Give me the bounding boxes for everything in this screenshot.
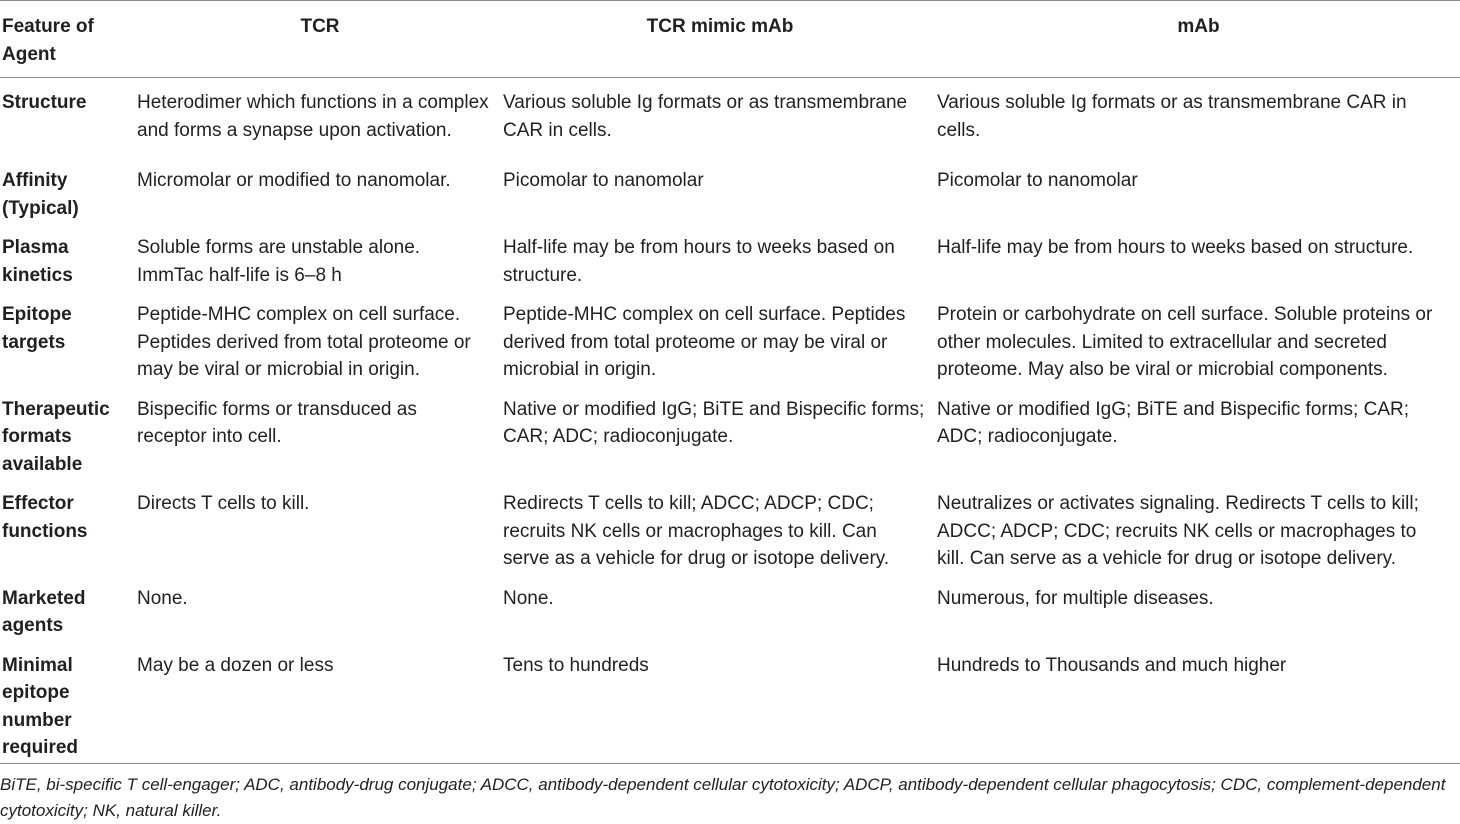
cell-mab: Protein or carbohydrate on cell surface. Soluble proteins or other molecules. Limited to extracellular and secreted proteome. May also be viral or microbial components.	[937, 304, 1433, 380]
header-tcr-mimic-mab: TCR mimic mAb	[646, 16, 794, 37]
row-label-affinity: Affinity (Typical)	[2, 170, 79, 219]
cell-tcr: None.	[137, 587, 188, 609]
cell-mab: Hundreds to Thousands and much higher	[937, 654, 1287, 676]
table-row	[0, 222, 1460, 289]
table-footnote: BiTE, bi-specific T cell-engager; ADC, antibody-drug conjugate; ADCC, antibody-dependent cellular cytotoxicity; ADCP, antibody-dependent cellular phagocytosis; CDC, complement-dependent cytotoxicity; NK, natural killer.	[0, 775, 1446, 820]
cell-tcr: Soluble forms are unstable alone. ImmTac half-life is 6–8 h	[137, 237, 421, 286]
cell-tcr-mimic: Peptide-MHC complex on cell surface. Peptides derived from total proteome or may be viral or microbial in origin.	[503, 304, 906, 380]
header-feature-of-agent: Feature of Agent	[2, 16, 94, 65]
cell-mab: Native or modified IgG; BiTE and Bispecific forms; CAR; ADC; radioconjugate.	[937, 398, 1409, 447]
table-bottom-rule	[0, 763, 1460, 764]
row-label-structure: Structure	[2, 92, 87, 113]
cell-mab: Numerous, for multiple diseases.	[937, 587, 1214, 609]
table-row	[0, 573, 1460, 640]
table-header-rule	[0, 77, 1460, 78]
header-mab: mAb	[1177, 16, 1220, 37]
cell-mab: Neutralizes or activates signaling. Redirects T cells to kill; ADCC; ADCP; CDC; recruits NK cells or macrophages to kill. Can serve as a vehicle for drug or isotope delivery.	[937, 493, 1419, 569]
cell-tcr: Peptide-MHC complex on cell surface. Peptides derived from total proteome or may be viral or microbial in origin.	[137, 304, 471, 380]
cell-tcr: Directs T cells to kill.	[137, 493, 310, 514]
table-top-rule	[0, 0, 1460, 1]
cell-tcr-mimic: None.	[503, 587, 554, 609]
cell-tcr: Bispecific forms or transduced as receptor into cell.	[137, 398, 417, 447]
cell-tcr-mimic: Tens to hundreds	[503, 654, 649, 676]
row-label-plasma-kinetics: Plasma kinetics	[2, 237, 73, 286]
table-row	[0, 77, 1460, 155]
cell-tcr: May be a dozen or less	[137, 654, 334, 676]
cell-mab: Picomolar to nanomolar	[937, 170, 1138, 191]
row-label-marketed-agents: Marketed agents	[2, 587, 86, 636]
row-label-epitope-targets: Epitope targets	[2, 304, 72, 353]
table-row	[0, 155, 1460, 222]
cell-tcr-mimic: Redirects T cells to kill; ADCC; ADCP; CDC; recruits NK cells or macrophages to kill. Can serve as a vehicle for drug or isotope delivery.	[503, 493, 890, 569]
table-row	[0, 640, 1460, 762]
row-label-minimal-epitope-number: Minimal epitope number required	[2, 654, 79, 758]
table-row	[0, 478, 1460, 573]
row-label-therapeutic-formats: Therapeutic formats available	[2, 398, 110, 475]
row-label-effector-functions: Effector functions	[2, 493, 88, 542]
header-tcr: TCR	[300, 16, 340, 37]
cell-mab: Half-life may be from hours to weeks based on structure.	[937, 237, 1414, 258]
cell-tcr-mimic: Picomolar to nanomolar	[503, 170, 704, 191]
table-row	[0, 289, 1460, 384]
cell-tcr: Micromolar or modified to nanomolar.	[137, 170, 451, 191]
table-header-row	[0, 0, 1460, 77]
table-row	[0, 384, 1460, 479]
cell-tcr-mimic: Various soluble Ig formats or as transmembrane CAR in cells.	[503, 92, 908, 141]
cell-tcr-mimic: Half-life may be from hours to weeks based on structure.	[503, 237, 895, 286]
cell-tcr: Heterodimer which functions in a complex and forms a synapse upon activation.	[137, 92, 489, 141]
cell-mab: Various soluble Ig formats or as transmembrane CAR in cells.	[937, 92, 1407, 141]
cell-tcr-mimic: Native or modified IgG; BiTE and Bispecific forms; CAR; ADC; radioconjugate.	[503, 398, 925, 447]
